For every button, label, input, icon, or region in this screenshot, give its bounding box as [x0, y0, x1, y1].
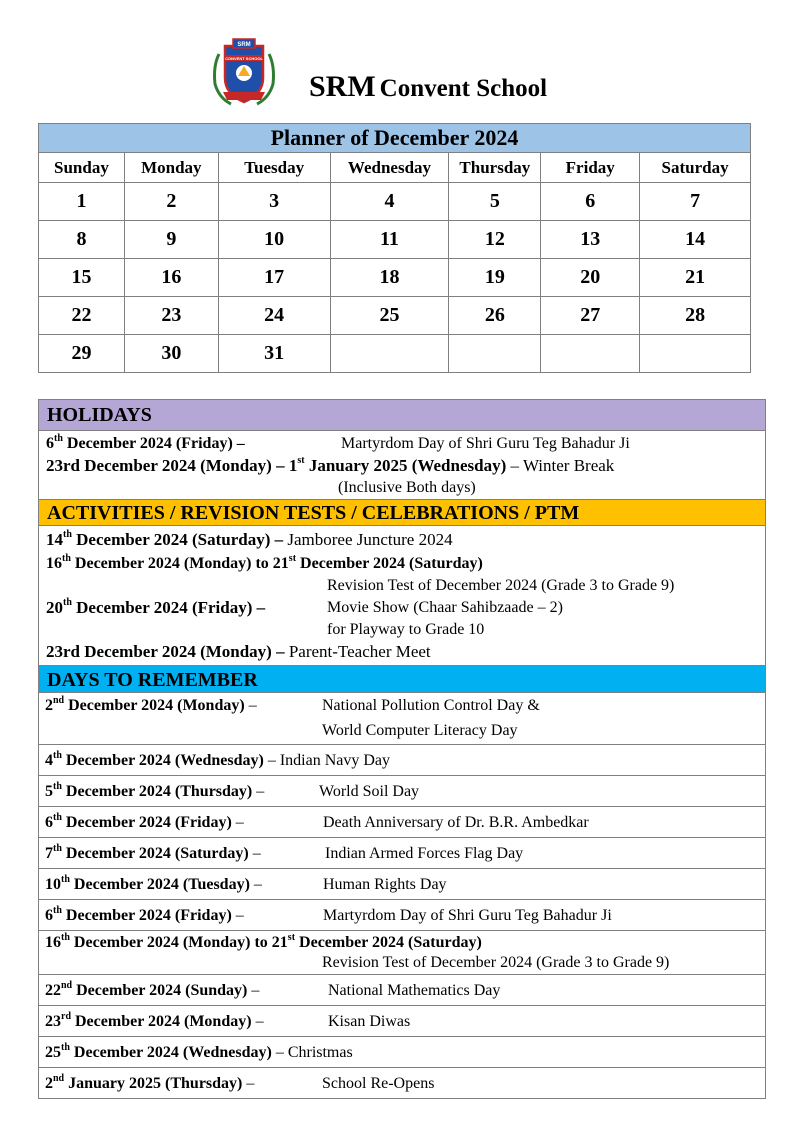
remember-item: 5th December 2024 (Thursday) – World Soil Day [39, 775, 765, 806]
date-cell [640, 335, 751, 373]
date-cell: 30 [124, 335, 218, 373]
day-header: Tuesday [218, 153, 330, 183]
date-cell [449, 335, 541, 373]
remember-item: 22nd December 2024 (Sunday) – National Mathematics Day [39, 974, 765, 1005]
remember-item: 16th December 2024 (Monday) to 21st December 2024 (Saturday) Revision Test of December 2024 (Grade 3 to Grade 9) [39, 930, 765, 974]
date-cell: 13 [541, 221, 640, 259]
remember-item: 2nd December 2024 (Monday) – National Pollution Control Day & World Computer Literacy Day [45, 694, 540, 739]
date-cell: 14 [640, 221, 751, 259]
holiday-item-note: (Inclusive Both days) [338, 479, 476, 496]
svg-text:CONVENT SCHOOL: CONVENT SCHOOL [225, 56, 263, 61]
activity-item-desc: for Playway to Grade 10 [327, 621, 485, 638]
date-cell: 28 [640, 297, 751, 335]
remember-item: 10th December 2024 (Tuesday) – Human Rights Day [39, 868, 765, 899]
date-cell: 19 [449, 259, 541, 297]
remember-item: 7th December 2024 (Saturday) – Indian Armed Forces Flag Day [39, 837, 765, 868]
date-cell: 15 [39, 259, 125, 297]
remember-item: 2nd January 2025 (Thursday) – School Re-Opens [39, 1067, 765, 1098]
remember-item: 6th December 2024 (Friday) – Martyrdom Day of Shri Guru Teg Bahadur Ji [39, 899, 765, 930]
date-cell: 17 [218, 259, 330, 297]
date-cell [330, 335, 449, 373]
activities-list [39, 526, 765, 665]
holiday-item: 6th December 2024 (Friday) – Martyrdom Day of Shri Guru Teg Bahadur Ji [46, 432, 630, 452]
date-cell: 6 [541, 183, 640, 221]
date-cell: 31 [218, 335, 330, 373]
school-crest-logo [205, 36, 283, 110]
activity-item: 14th December 2024 (Saturday) – Jamboree Juncture 2024 [46, 529, 453, 549]
date-cell: 5 [449, 183, 541, 221]
date-cell: 4 [330, 183, 449, 221]
holiday-item: 23rd December 2024 (Monday) – 1st January 2025 (Wednesday) – Winter Break [46, 455, 615, 475]
date-cell: 21 [640, 259, 751, 297]
remember-item: 6th December 2024 (Friday) – Death Anniversary of Dr. B.R. Ambedkar [39, 806, 765, 837]
date-cell: 1 [39, 183, 125, 221]
date-cell: 7 [640, 183, 751, 221]
events-panel [38, 399, 766, 1099]
date-cell: 18 [330, 259, 449, 297]
holidays-list [39, 431, 765, 499]
date-cell: 24 [218, 297, 330, 335]
page-header [205, 36, 625, 114]
date-cell: 29 [39, 335, 125, 373]
day-header: Thursday [449, 153, 541, 183]
date-cell: 11 [330, 221, 449, 259]
date-cell: 20 [541, 259, 640, 297]
day-header: Monday [124, 153, 218, 183]
date-cell: 25 [330, 297, 449, 335]
calendar-week [39, 259, 751, 297]
date-cell: 22 [39, 297, 125, 335]
date-cell: 12 [449, 221, 541, 259]
school-name: SRM Convent School [309, 70, 548, 103]
day-header: Friday [541, 153, 640, 183]
calendar-week [39, 221, 751, 259]
date-cell: 16 [124, 259, 218, 297]
date-cell: 3 [218, 183, 330, 221]
day-header: Wednesday [330, 153, 449, 183]
remember-item: 25th December 2024 (Wednesday) – Christmas [39, 1036, 765, 1067]
date-cell: 26 [449, 297, 541, 335]
activities-heading: ACTIVITIES / REVISION TESTS / CELEBRATIONS / PTM [39, 499, 765, 526]
remember-item: 4th December 2024 (Wednesday) – Indian Navy Day [39, 744, 765, 775]
activity-item: 20th December 2024 (Friday) – Movie Show (Chaar Sahibzaade – 2) [46, 597, 563, 617]
calendar-week [39, 335, 751, 373]
holidays-heading: HOLIDAYS [39, 400, 765, 431]
calendar-title: Planner of December 2024 [39, 124, 751, 153]
date-cell [541, 335, 640, 373]
activity-item: 16th December 2024 (Monday) to 21st December 2024 (Saturday) [46, 552, 483, 572]
remember-item: 23rd December 2024 (Monday) – Kisan Diwas [39, 1005, 765, 1036]
day-header: Saturday [640, 153, 751, 183]
december-calendar [38, 123, 751, 373]
day-header: Sunday [39, 153, 125, 183]
date-cell: 23 [124, 297, 218, 335]
date-cell: 8 [39, 221, 125, 259]
activity-item-desc: Revision Test of December 2024 (Grade 3 to Grade 9) [327, 577, 675, 594]
date-cell: 9 [124, 221, 218, 259]
date-cell: 10 [218, 221, 330, 259]
date-cell: 27 [541, 297, 640, 335]
days-to-remember-heading: DAYS TO REMEMBER [39, 665, 765, 693]
calendar-week [39, 297, 751, 335]
svg-text:SRM: SRM [237, 42, 251, 48]
activity-item: 23rd December 2024 (Monday) – Parent-Teacher Meet [46, 642, 431, 661]
calendar-week [39, 183, 751, 221]
date-cell: 2 [124, 183, 218, 221]
